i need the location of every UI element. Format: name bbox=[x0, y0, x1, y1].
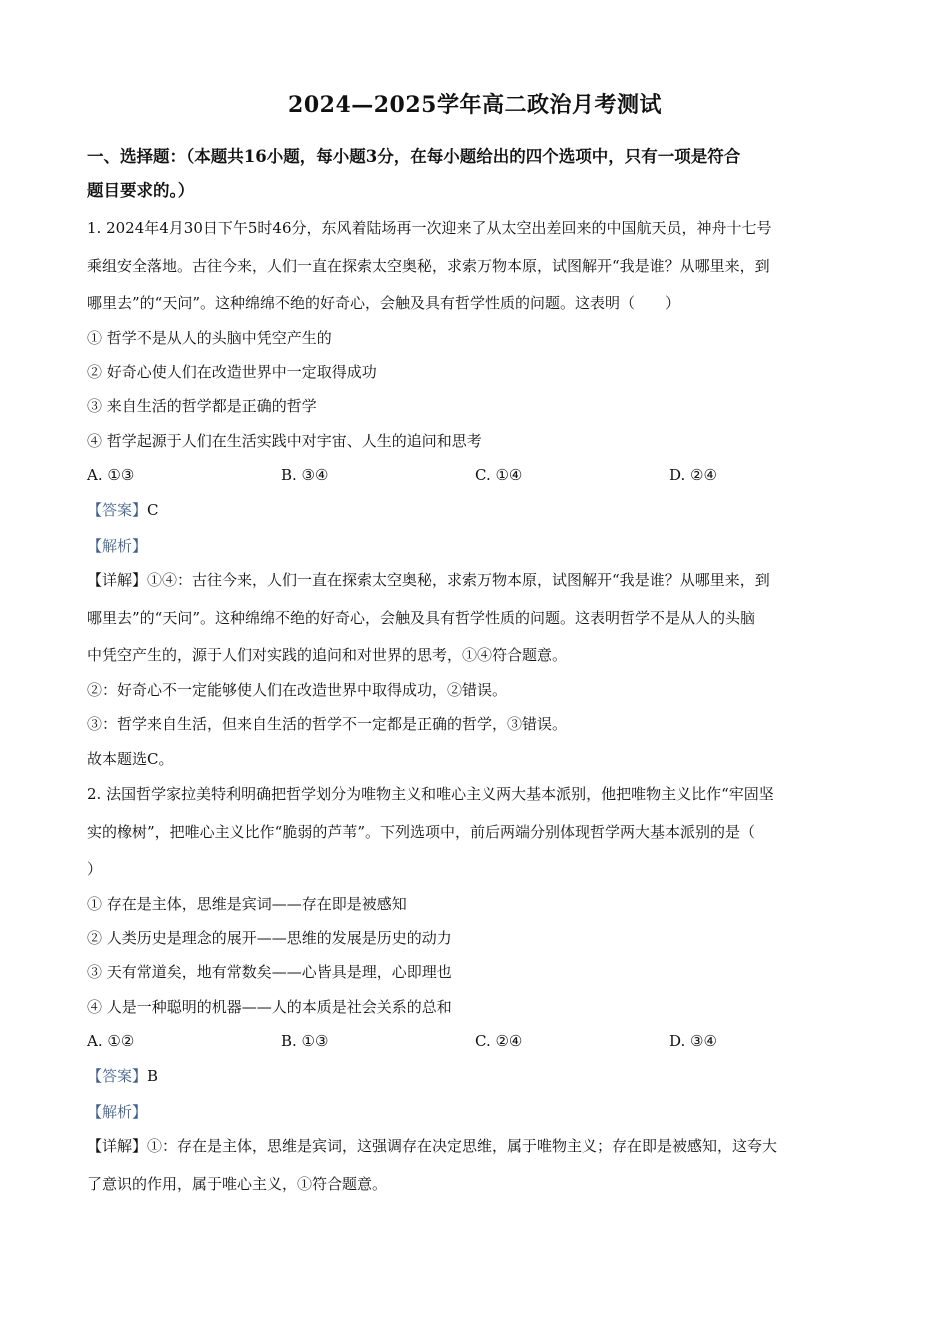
q1-statement-1: ① 哲学不是从人的头脑中凭空产生的 bbox=[87, 329, 332, 347]
q2-analysis bbox=[87, 1095, 867, 1129]
q1-option-b: B. ③④ bbox=[281, 466, 329, 484]
q1-analysis-tag: 【解析】 bbox=[87, 537, 148, 555]
q1-detail-text-1: ①④：古往今来，人们一直在探索太空奥秘，求索万物本原，试图解开“我是谁？从哪里来，到 bbox=[147, 571, 770, 589]
section-heading-line-1: 一、选择题：（本题共16小题，每小题3分，在每小题给出的四个选项中，只有一项是符合 bbox=[87, 147, 741, 166]
q2-detail-tag: 【详解】 bbox=[87, 1137, 148, 1155]
section-heading-line-2: 题目要求的。） bbox=[87, 181, 195, 200]
q1-detail-line-4: ②：好奇心不一定能够使人们在改造世界中取得成功，②错误。 bbox=[87, 681, 508, 699]
q2-option-b: B. ①③ bbox=[281, 1032, 329, 1050]
q1-stem-line-3: 哪里去”的“天问”。这种绵绵不绝的好奇心，会触及具有哲学性质的问题。这表明（ ） bbox=[87, 294, 681, 312]
page-title: 2024—2025学年高二政治月考测试 bbox=[288, 92, 662, 118]
q2-options bbox=[87, 1024, 867, 1058]
q2-stem-line-2: 实的橡树”，把唯心主义比作“脆弱的芦苇”。下列选项中，前后两端分别体现哲学两大基本派别的是（ bbox=[87, 823, 756, 841]
q2-analysis-tag: 【解析】 bbox=[87, 1103, 148, 1121]
q2-option-d: D. ③④ bbox=[669, 1032, 717, 1050]
q2-stem-line-1: 2. 法国哲学家拉美特利明确把哲学划分为唯物主义和唯心主义两大基本派别，他把唯物主义比作“牢固坚 bbox=[87, 785, 774, 803]
q1-statement-2: ② 好奇心使人们在改造世界中一定取得成功 bbox=[87, 363, 377, 381]
q1-option-c: C. ①④ bbox=[475, 466, 523, 484]
q1-detail-line-3: 中凭空产生的，源于人们对实践的追问和对世界的思考，①④符合题意。 bbox=[87, 646, 568, 664]
q1-option-d: D. ②④ bbox=[669, 466, 717, 484]
q1-detail-line-1 bbox=[87, 563, 867, 597]
q1-statement-4: ④ 哲学起源于人们在生活实践中对宇宙、人生的追问和思考 bbox=[87, 432, 482, 450]
q1-statement-3: ③ 来自生活的哲学都是正确的哲学 bbox=[87, 397, 317, 415]
q2-detail-text-1: ①：存在是主体，思维是宾词，这强调存在决定思维，属于唯物主义；存在即是被感知，这夸大 bbox=[147, 1137, 778, 1155]
q1-option-a: A. ①③ bbox=[87, 466, 135, 484]
q2-detail-line-1 bbox=[87, 1129, 867, 1163]
q2-answer bbox=[87, 1059, 867, 1093]
q2-detail-line-2: 了意识的作用，属于唯心主义，①符合题意。 bbox=[87, 1175, 388, 1193]
q2-statement-4: ④ 人是一种聪明的机器——人的本质是社会关系的总和 bbox=[87, 998, 452, 1016]
q2-statement-2: ② 人类历史是理念的展开——思维的发展是历史的动力 bbox=[87, 929, 452, 947]
q2-answer-tag: 【答案】 bbox=[87, 1067, 148, 1085]
q2-answer-value: B bbox=[147, 1067, 159, 1085]
q1-answer bbox=[87, 493, 867, 527]
q1-detail-line-2: 哪里去”的“天问”。这种绵绵不绝的好奇心，会触及具有哲学性质的问题。这表明哲学不是从人的头脑 bbox=[87, 609, 756, 627]
q2-stem-line-3: ） bbox=[87, 860, 103, 878]
q2-statement-1: ① 存在是主体，思维是宾词——存在即是被感知 bbox=[87, 895, 407, 913]
q1-answer-tag: 【答案】 bbox=[87, 501, 148, 519]
q1-analysis bbox=[87, 529, 867, 563]
q1-stem-line-2: 乘组安全落地。古往今来，人们一直在探索太空奥秘，求索万物本原，试图解开“我是谁？从哪里来，到 bbox=[87, 257, 770, 275]
q1-options bbox=[87, 458, 867, 492]
q2-option-a: A. ①② bbox=[87, 1032, 135, 1050]
q1-answer-value: C bbox=[147, 501, 159, 519]
q1-stem-line-1: 1. 2024年4月30日下午5时46分，东风着陆场再一次迎来了从太空出差回来的中国航天员，神舟十七号 bbox=[87, 219, 772, 237]
q2-statement-3: ③ 天有常道矣，地有常数矣——心皆具是理，心即理也 bbox=[87, 963, 452, 981]
q1-detail-line-5: ③：哲学来自生活，但来自生活的哲学不一定都是正确的哲学，③错误。 bbox=[87, 715, 568, 733]
q2-option-c: C. ②④ bbox=[475, 1032, 523, 1050]
q1-detail-tag: 【详解】 bbox=[87, 571, 148, 589]
q1-detail-line-6: 故本题选C。 bbox=[87, 750, 174, 768]
